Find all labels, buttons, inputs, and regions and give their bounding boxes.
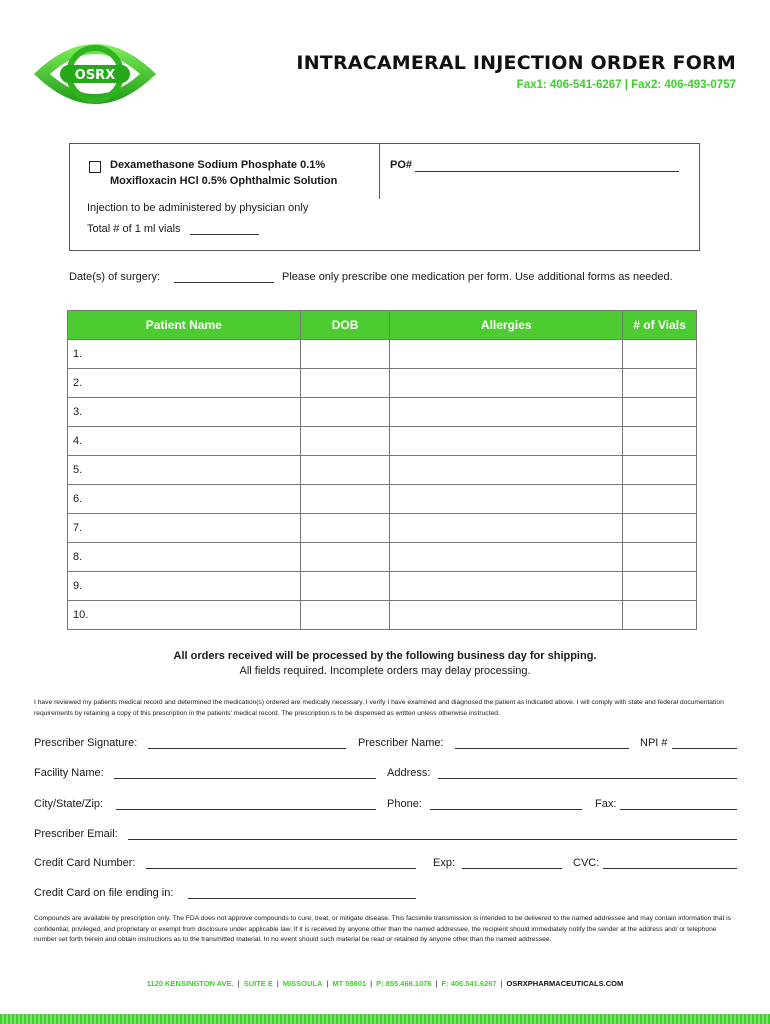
legal-fine-print: Compounds are available by prescription only. The FDA does not approve compounds to cure, treat, or mitigate disease. This facsimile transmission is intended to be delivered to the named addressee and may contain information that is confidential, privileged, and proprietary or exempt from disclosure under applicable law. If it is received by anyone other than the named addressee, the recipient should immediately notify the sender at the address and/ or telephone number set forth herein and obtain instructions as to the transmitted material. In no event should such material be read or retained by anyone other than the named addressee. — [34, 915, 731, 943]
exp-field[interactable] — [462, 868, 562, 869]
row-number[interactable]: 4. — [68, 427, 301, 456]
vials-field[interactable] — [190, 234, 259, 235]
dob-cell[interactable] — [300, 572, 390, 601]
cvc-label: CVC: — [573, 857, 600, 869]
vials-cell[interactable] — [623, 514, 697, 543]
fax-label: Fax: — [595, 798, 617, 810]
table-row — [68, 485, 697, 514]
header-dob: DOB — [300, 311, 390, 340]
table-row — [68, 398, 697, 427]
dates-field[interactable] — [174, 282, 274, 283]
medication-line-2: Moxifloxacin HCl 0.5% Ophthalmic Solution — [110, 175, 338, 187]
dob-cell[interactable] — [300, 601, 390, 630]
dob-cell[interactable] — [300, 369, 390, 398]
cvc-field[interactable] — [603, 868, 737, 869]
po-label: PO# — [390, 159, 413, 171]
footer-phone: P: 855.466.1076 — [376, 979, 432, 988]
city-state-zip-field[interactable] — [116, 809, 376, 810]
fax-field[interactable] — [620, 809, 737, 810]
allergies-cell[interactable] — [390, 456, 623, 485]
row-number[interactable]: 6. — [68, 485, 301, 514]
address-label: Address: — [387, 767, 431, 779]
medication-box — [69, 143, 700, 251]
allergies-cell[interactable] — [390, 514, 623, 543]
exp-label: Exp: — [433, 857, 456, 869]
dob-cell[interactable] — [300, 485, 390, 514]
prescriber-signature-field[interactable] — [148, 748, 346, 749]
patient-table — [67, 310, 697, 630]
table-row — [68, 340, 697, 369]
allergies-cell[interactable] — [390, 398, 623, 427]
injection-note: Injection to be administered by physician only — [87, 202, 309, 214]
address-field[interactable] — [438, 778, 737, 779]
table-row — [68, 543, 697, 572]
city-state-zip-label: City/State/Zip: — [34, 798, 104, 810]
osrx-logo — [32, 32, 158, 116]
medication-line-1: Dexamethasone Sodium Phosphate 0.1% — [110, 159, 326, 171]
box-divider — [379, 144, 380, 199]
bottom-accent-bar — [0, 1014, 770, 1024]
facility-name-field[interactable] — [114, 778, 376, 779]
allergies-cell[interactable] — [390, 601, 623, 630]
vials-label: Total # of 1 ml vials — [87, 223, 181, 235]
vials-cell[interactable] — [623, 340, 697, 369]
table-row — [68, 514, 697, 543]
dob-cell[interactable] — [300, 514, 390, 543]
table-row — [68, 427, 697, 456]
footer-website[interactable]: OSRXPHARMACEUTICALS.COM — [506, 979, 624, 988]
table-row — [68, 456, 697, 485]
row-number[interactable]: 5. — [68, 456, 301, 485]
allergies-cell[interactable] — [390, 543, 623, 572]
phone-label: Phone: — [387, 798, 422, 810]
dob-cell[interactable] — [300, 427, 390, 456]
row-number[interactable]: 2. — [68, 369, 301, 398]
prescriber-email-label: Prescriber Email: — [34, 828, 118, 840]
credit-card-number-field[interactable] — [146, 868, 416, 869]
footer-street: 1120 KENSINGTON AVE. — [146, 979, 234, 988]
header-patient-name: Patient Name — [68, 311, 301, 340]
table-row — [68, 601, 697, 630]
medication-checkbox[interactable] — [89, 161, 101, 173]
table-row — [68, 572, 697, 601]
allergies-cell[interactable] — [390, 369, 623, 398]
dob-cell[interactable] — [300, 543, 390, 572]
prescriber-email-field[interactable] — [128, 839, 737, 840]
vials-cell[interactable] — [623, 572, 697, 601]
allergies-cell[interactable] — [390, 427, 623, 456]
prescriber-name-field[interactable] — [455, 748, 629, 749]
footer-city: MISSOULA — [282, 979, 323, 988]
dob-cell[interactable] — [300, 398, 390, 427]
prescriber-signature-label: Prescriber Signature: — [34, 737, 138, 749]
po-field[interactable] — [415, 171, 679, 172]
row-number[interactable]: 3. — [68, 398, 301, 427]
row-number[interactable]: 10. — [68, 601, 301, 630]
footer-fax: F: 406.541.6267 — [441, 979, 497, 988]
page-title: INTRACAMERAL INJECTION ORDER FORM — [296, 52, 736, 74]
vials-cell[interactable] — [623, 456, 697, 485]
vials-cell[interactable] — [623, 398, 697, 427]
verification-disclaimer: I have reviewed my patients medical record and determined the medication(s) ordered are medically necessary. I verify I have examined and diagnosed the patient as indicated above. I will comply with state and federal documentation requirements by retaining a copy of this prescription in the patients' medical record. The prescription is to be dispensed as written unless otherwise instructed. — [34, 699, 724, 717]
row-number[interactable]: 9. — [68, 572, 301, 601]
row-number[interactable]: 1. — [68, 340, 301, 369]
allergies-cell[interactable] — [390, 572, 623, 601]
row-number[interactable]: 8. — [68, 543, 301, 572]
npi-label: NPI # — [640, 737, 668, 749]
required-note: All fields required. Incomplete orders may delay processing. — [239, 665, 531, 677]
footer-address: 1120 KENSINGTON AVE. | SUITE E | MISSOULA | MT 59801 | P: 855.466.1076 | F: 406.541.6267 | OSRXPHARMACEUTICALS.COM — [146, 979, 624, 988]
credit-card-on-file-label: Credit Card on file ending in: — [34, 887, 174, 899]
footer-state-zip: MT 59801 — [332, 979, 367, 988]
vials-cell[interactable] — [623, 485, 697, 514]
one-medication-note: Please only prescribe one medication per form. Use additional forms as needed. — [282, 271, 673, 283]
vials-cell[interactable] — [623, 543, 697, 572]
logo-text: OSRX — [74, 68, 116, 83]
dob-cell[interactable] — [300, 456, 390, 485]
npi-field[interactable] — [672, 748, 737, 749]
allergies-cell[interactable] — [390, 340, 623, 369]
phone-field[interactable] — [430, 809, 582, 810]
footer-suite: SUITE E — [243, 979, 273, 988]
table-row — [68, 369, 697, 398]
vials-cell[interactable] — [623, 427, 697, 456]
dates-label: Date(s) of surgery: — [69, 271, 161, 283]
header-allergies: Allergies — [390, 311, 623, 340]
row-number[interactable]: 7. — [68, 514, 301, 543]
vials-cell[interactable] — [623, 369, 697, 398]
facility-name-label: Facility Name: — [34, 767, 104, 779]
header-vials: # of Vials — [623, 311, 697, 340]
dob-cell[interactable] — [300, 340, 390, 369]
allergies-cell[interactable] — [390, 485, 623, 514]
credit-card-on-file-field[interactable] — [188, 898, 416, 899]
prescriber-name-label: Prescriber Name: — [358, 737, 444, 749]
fax-numbers: Fax1: 406-541-6267 | Fax2: 406-493-0757 — [516, 79, 736, 91]
credit-card-number-label: Credit Card Number: — [34, 857, 136, 869]
processing-note: All orders received will be processed by the following business day for shipping. — [173, 650, 597, 662]
vials-cell[interactable] — [623, 601, 697, 630]
